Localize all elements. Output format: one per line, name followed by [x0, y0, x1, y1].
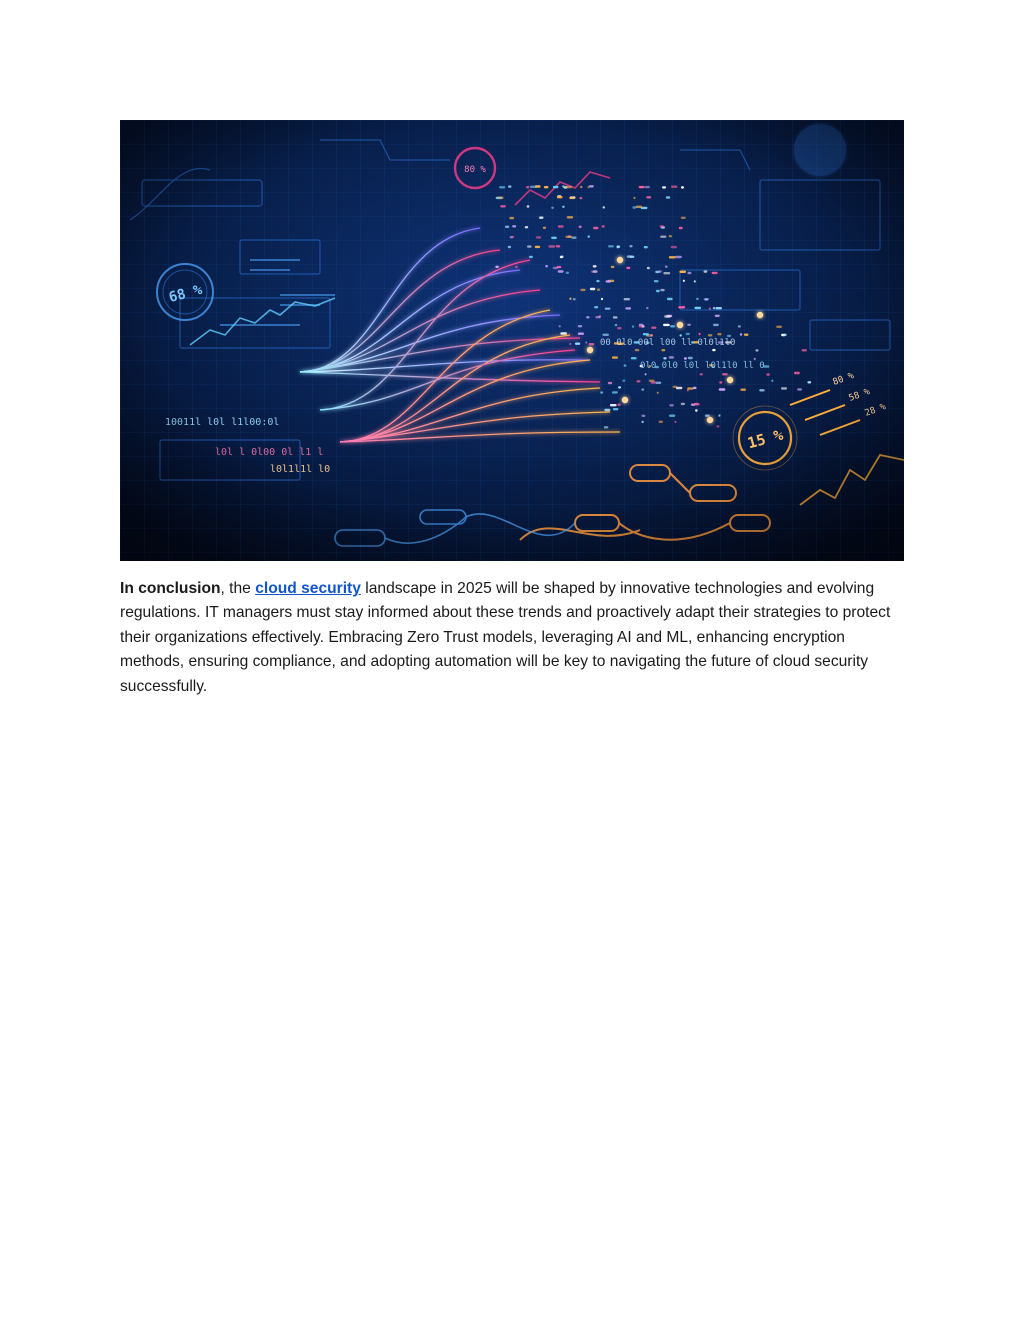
conclusion-lead: In conclusion — [120, 580, 221, 597]
conclusion-body: landscape in 2025 will be shaped by innovative technologies and evolving regulations. IT managers must stay informed about these trends and proactively adapt their strategies to protect their organizations effectively. Embracing Zero Trust models, leveraging AI and ML, enhancing encryption methods, ensuring compliance, and adopting automation will be key to navigating the future of cloud security successfully. — [120, 580, 891, 695]
conclusion-paragraph — [120, 577, 906, 699]
data-network-graphic — [120, 120, 904, 561]
vignette — [120, 120, 904, 561]
cloud-security-illustration — [120, 120, 904, 561]
cloud-security-link[interactable]: cloud security — [255, 580, 361, 597]
conclusion-connector: , the — [220, 580, 256, 597]
